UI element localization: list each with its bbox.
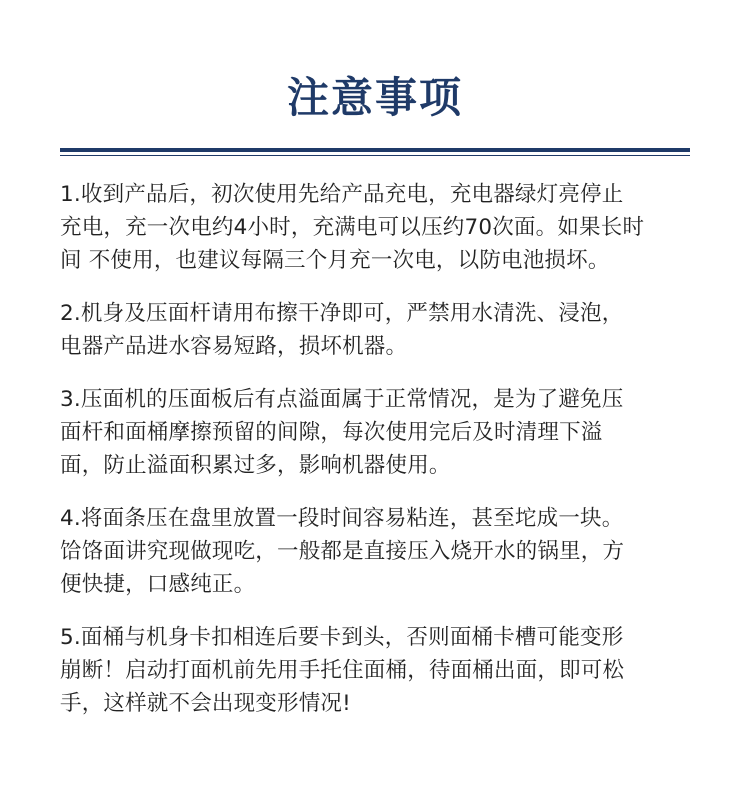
note-item-2: 2.机身及压面杆请用布擦干净即可，严禁用水清洗、浸泡， 电器产品进水容易短路，损坏机器。	[60, 301, 624, 359]
title-divider-thin	[60, 155, 690, 156]
notes-list	[60, 178, 696, 740]
title-divider-thick	[60, 148, 690, 152]
page-title: 注意事项	[286, 73, 463, 122]
note-item-4: 4.将面条压在盘里放置一段时间容易粘连，甚至坨成一块。 饸饹面讲究现做现吃，一般都是直接压入烧开水的锅里，方 便快捷，口感纯正。	[60, 506, 625, 597]
note-item-5: 5.面桶与机身卡扣相连后要卡到头，否则面桶卡槽可能变形 崩断！启动打面机前先用手托住面桶，待面桶出面，即可松 手，这样就不会出现变形情况!	[60, 625, 625, 716]
note-item-1: 1.收到产品后，初次使用先给产品充电，充电器绿灯亮停止 充电，充一次电约4小时，充满电可以压约70次面。如果长时 间 不使用，也建议每隔三个月充一次电，以防电池损坏。	[60, 182, 645, 273]
note-item-3: 3.压面机的压面板后有点溢面属于正常情况，是为了避免压 面杆和面桶摩擦预留的间隙，每次使用完后及时清理下溢 面，防止溢面积累过多，影响机器使用。	[60, 387, 624, 478]
